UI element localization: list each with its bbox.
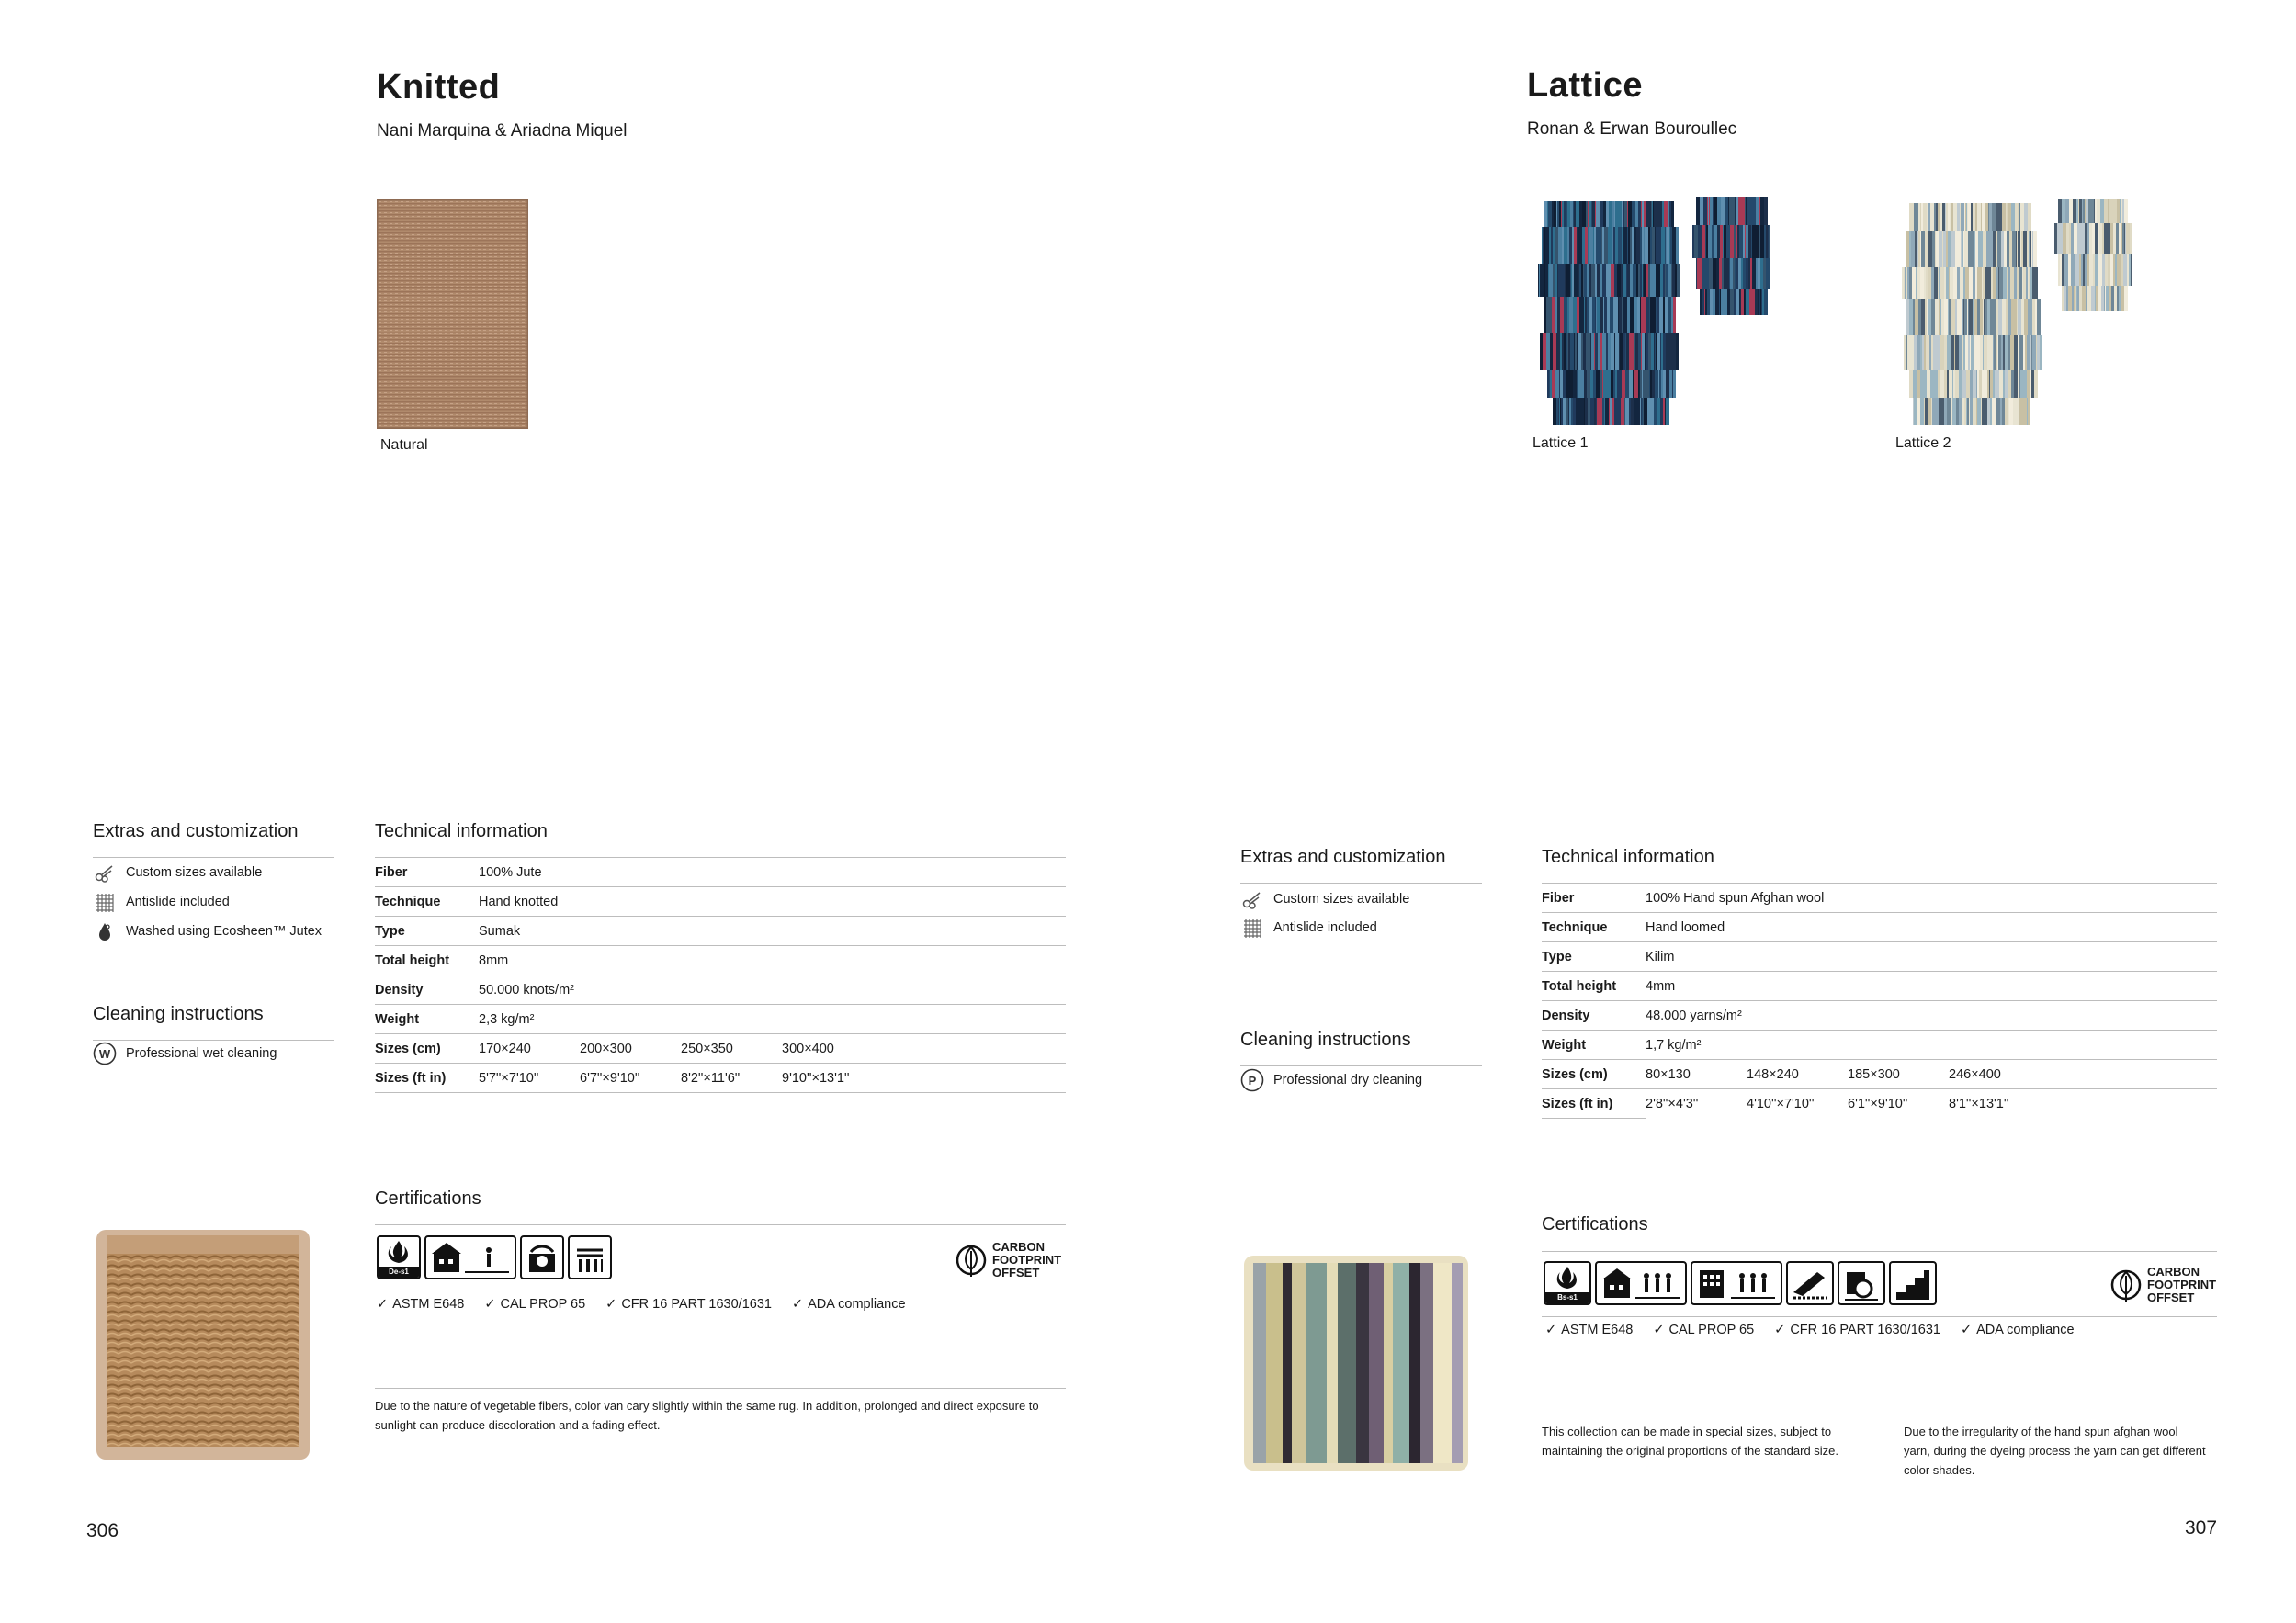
fire-cert-icon: Bs-s1 [1544,1261,1591,1305]
page-number: 306 [86,1520,119,1541]
wheel-cert-icon [1838,1261,1885,1305]
leaf-icon [2110,1265,2142,1305]
tech-table [1542,884,2217,1119]
check-item: ✓ ASTM E648 [1545,1323,1634,1337]
variant-label: Natural [380,437,428,453]
cleaning-heading: Cleaning instructions [1240,1030,1411,1050]
leaf-icon [956,1240,987,1280]
cleaning-wet [93,1042,277,1065]
cert-heading: Certifications [1542,1214,1648,1234]
product-designer: Ronan & Erwan Bouroullec [1527,119,1737,139]
extra-label: Custom sizes available [126,865,263,880]
check-item: ✓ ADA compliance [1960,1323,2075,1337]
check-item: ✓ CAL PROP 65 [1653,1323,1755,1337]
table-row: Sizes (cm) 80×130 148×240 185×300 246×400 [1542,1060,2217,1089]
note-text: Due to the irregularity of the hand spun afghan wool yarn, during the dyeing process the yarn can get different color shades. [1904,1425,2206,1477]
note-text: This collection can be made in special sizes, subject to maintaining the original proportions of the standard size. [1542,1425,1839,1458]
check-item: ✓ CAL PROP 65 [484,1297,586,1312]
extra-label: Custom sizes available [1273,892,1410,907]
tech-table [375,858,1066,1093]
check-item: ✓ CFR 16 PART 1630/1631 [1774,1323,1940,1337]
extra-custom-sizes [1240,887,1409,911]
grid-icon [1240,916,1264,940]
table-row: Density 50.000 knots/m² [375,975,1066,1005]
scissors-icon [1240,887,1264,911]
roller-cert-icon [1786,1261,1834,1305]
check-item: ✓ CFR 16 PART 1630/1631 [605,1297,772,1312]
cert-icons [377,1235,612,1279]
extras-heading: Extras and customization [1240,847,1446,867]
tech-heading: Technical information [1542,847,1714,867]
cert-heading: Certifications [375,1189,481,1209]
table-row: Fiber 100% Hand spun Afghan wool [1542,884,2217,913]
check-icon: ✓ [1653,1323,1665,1337]
building-cert-icon [1595,1261,1687,1305]
check-icon: ✓ [791,1297,804,1312]
table-row: Weight 2,3 kg/m² [375,1005,1066,1034]
check-icon: ✓ [1774,1323,1786,1337]
table-row: Type Sumak [375,917,1066,946]
table-row: Fiber 100% Jute [375,858,1066,887]
rug-natural-image[interactable] [377,199,528,429]
table-row: Weight 1,7 kg/m² [1542,1031,2217,1060]
grid-icon [93,890,117,914]
carbon-offset-badge: CARBON FOOTPRINT OFFSET [2110,1265,2216,1305]
cert-icons [1544,1261,1937,1305]
extra-label: Antislide included [126,895,230,909]
variant-label: Lattice 1 [1533,435,1589,451]
check-icon: ✓ [605,1297,617,1312]
check-icon: ✓ [484,1297,496,1312]
scissors-icon [93,861,117,885]
variant-label: Lattice 2 [1895,435,1951,451]
table-row: Sizes (cm) 170×240 200×300 250×350 300×400 [375,1034,1066,1064]
check-item: ✓ ADA compliance [791,1297,906,1312]
fire-cert-icon: De-s1 [377,1235,421,1279]
stairs-cert-icon [1889,1261,1937,1305]
cleaning-heading: Cleaning instructions [93,1004,264,1024]
compliance-list [1545,1323,2075,1337]
extras-heading: Extras and customization [93,821,299,841]
table-row: Technique Hand loomed [1542,913,2217,942]
lattice-swatch-image [1240,1252,1472,1474]
product-title: Lattice [1527,66,1643,105]
cleaning-label: Professional dry cleaning [1273,1073,1423,1088]
check-icon: ✓ [377,1297,389,1312]
radiator-cert-icon [568,1235,612,1279]
product-title: Knitted [377,68,501,107]
wet-cleaning-icon [93,1042,117,1065]
carbon-offset-badge: CARBON FOOTPRINT OFFSET [956,1240,1061,1280]
dry-cleaning-icon [1240,1068,1264,1092]
extra-label: Antislide included [1273,920,1377,935]
page-number: 307 [2185,1517,2218,1538]
drop-hand-icon [93,919,117,943]
knitted-swatch-image [93,1226,313,1463]
table-row: Total height 8mm [375,946,1066,975]
product-designer: Nani Marquina & Ariadna Miquel [377,121,628,141]
svg-text:W: W [98,1047,111,1061]
extra-ecosheen [93,919,322,943]
table-row: Sizes (ft in) 2'8''×4'3'' 4'10''×7'10'' 6'1''×9'10'' 8'1''×13'1'' [1542,1089,2217,1119]
extra-label: Washed using Ecosheen™ Jutex [126,924,322,939]
building-cert-icon [424,1235,516,1279]
table-row: Total height 4mm [1542,972,2217,1001]
check-icon: ✓ [1960,1323,1973,1337]
note-text: Due to the nature of vegetable fibers, color van cary slightly within the same rug. In addition, prolonged and direct exposure to sunlight can produce discoloration and a fading effect. [375,1399,1039,1432]
table-row: Density 48.000 yarns/m² [1542,1001,2217,1031]
compliance-list [377,1297,906,1312]
office-cert-icon [1691,1261,1782,1305]
extra-antislide [93,890,230,914]
extra-antislide [1240,916,1377,940]
table-row: Sizes (ft in) 5'7''×7'10'' 6'7''×9'10'' 8'2''×11'6'' 9'10''×13'1'' [375,1064,1066,1093]
rug-lattice-2-image[interactable] [1900,197,2148,427]
table-row: Technique Hand knotted [375,887,1066,917]
rug-lattice-1-image[interactable] [1534,197,1782,427]
smoke-cert-icon [520,1235,564,1279]
svg-text:P: P [1248,1074,1257,1088]
tech-heading: Technical information [375,821,548,841]
cleaning-dry [1240,1068,1422,1092]
cleaning-label: Professional wet cleaning [126,1046,277,1061]
check-item: ✓ ASTM E648 [377,1297,465,1312]
extra-custom-sizes [93,861,262,885]
check-icon: ✓ [1545,1323,1557,1337]
table-row: Type Kilim [1542,942,2217,972]
